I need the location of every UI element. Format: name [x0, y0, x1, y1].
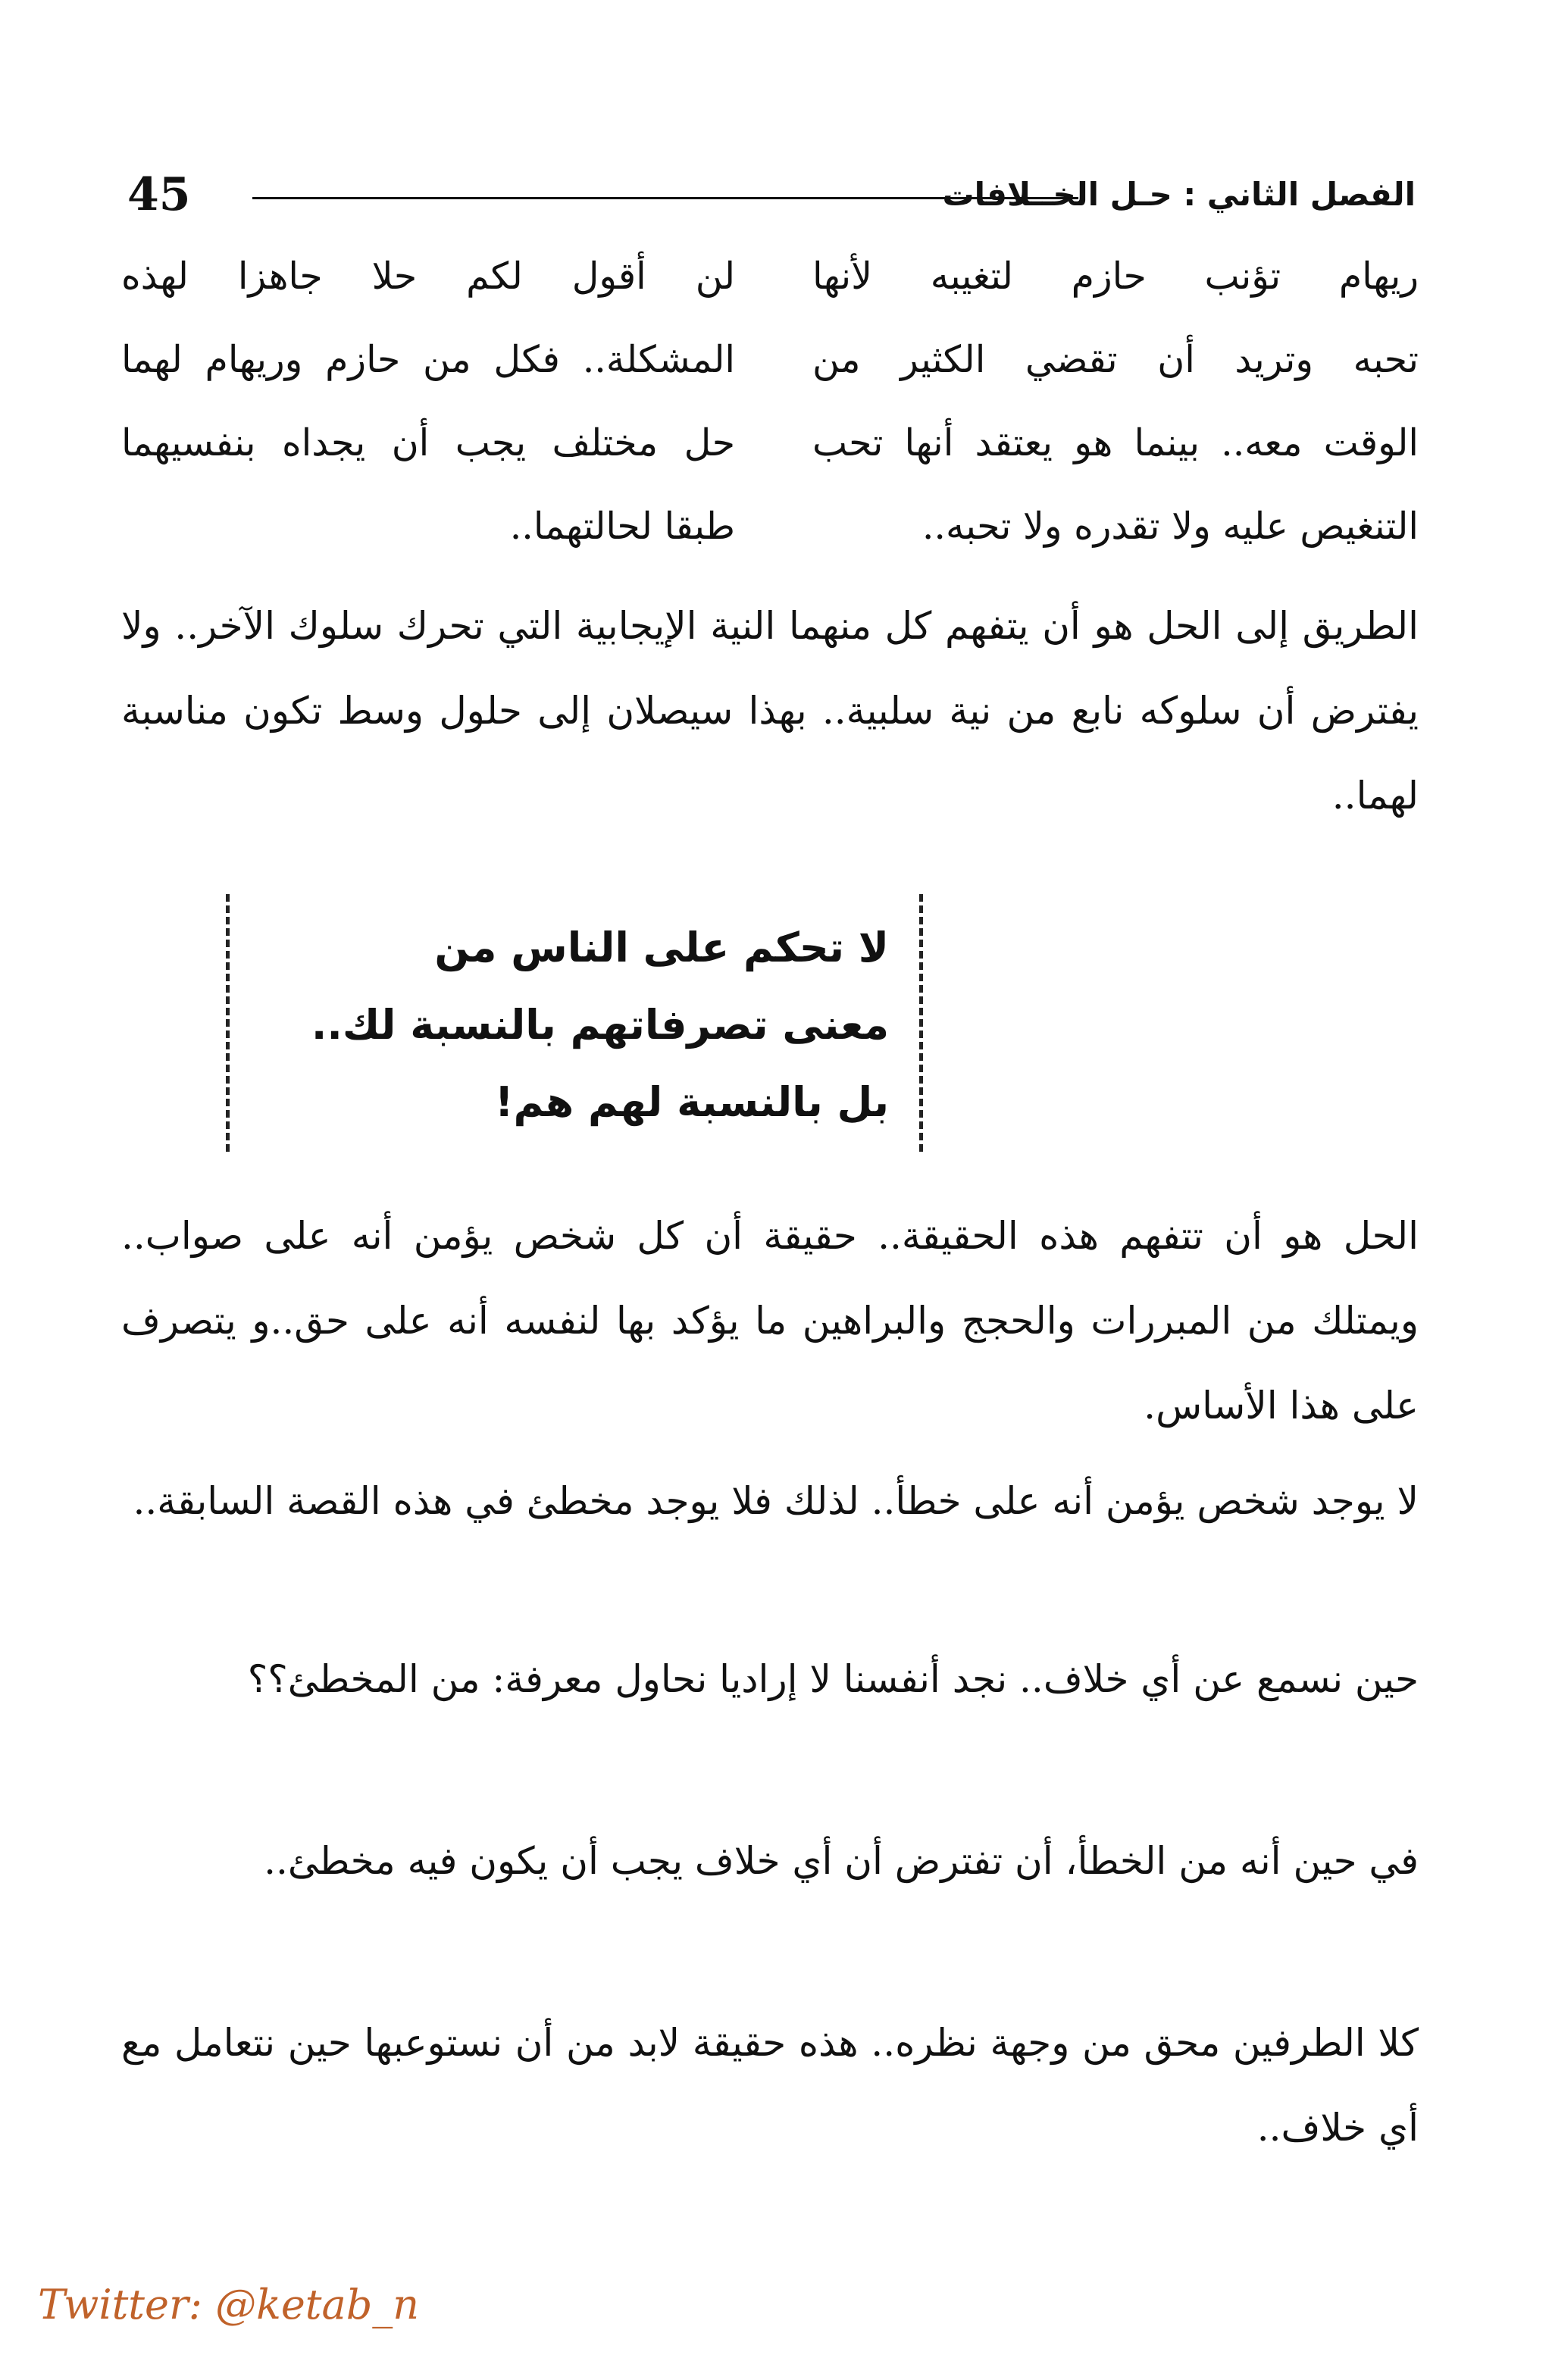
left-column-line: المشكلة.. فكل من حازم وريهام لهما — [121, 338, 735, 381]
right-column-line: التنغيص عليه ولا تقدره ولا تحبه.. — [922, 505, 1419, 548]
twitter-watermark: Twitter: @ketab_n — [38, 2281, 420, 2328]
left-column-line: لن أقول لكم حلا جاهزا لهذه — [121, 255, 735, 298]
left-column-line: طبقا لحالتهما.. — [509, 505, 735, 548]
quote-line: بل بالنسبة لهم هم! — [494, 1078, 889, 1126]
left-column-line: حل مختلف يجب أن يجداه بنفسيهما — [121, 421, 735, 464]
quote-text — [260, 909, 889, 1141]
right-column — [812, 235, 1419, 568]
quote-box — [226, 894, 923, 1152]
right-column-line: تحبه وتريد أن تقضي الكثير من — [812, 338, 1419, 381]
quote-line: لا تحكم على الناس من — [434, 924, 889, 971]
paragraph-3: لا يوجد شخص يؤمن أنه على خطأ.. لذلك فلا يوجد مخطئ في هذه القصة السابقة.. — [133, 1479, 1419, 1523]
quote-line: معنى تصرفاتهم بالنسبة لك.. — [311, 1001, 889, 1049]
right-column-line: الوقت معه.. بينما هو يعتقد أنها تحب — [812, 421, 1419, 464]
left-column — [121, 235, 735, 568]
two-column-block — [121, 235, 1419, 568]
chapter-title: الفصل الثاني : حـل الخــلافات — [942, 176, 1416, 213]
paragraph-5: في حين أنه من الخطأ، أن تفترض أن أي خلاف يجب أن يكون فيه مخطئ.. — [264, 1839, 1419, 1883]
page-number: 45 — [127, 168, 191, 221]
paragraph-1: الطريق إلى الحل هو أن يتفهم كل منهما النية الإيجابية التي تحرك سلوك الآخر.. ولا يفترض أن سلوكه نابع من نية سلبية.. بهذا سيصلان إلى حلول وسط تكون مناسبة لهما.. — [121, 604, 1419, 818]
paragraph-4: حين نسمع عن أي خلاف.. نجد أنفسنا لا إراديا نحاول معرفة: من المخطئ؟؟ — [247, 1657, 1419, 1701]
paragraph-6: كلا الطرفين محق من وجهة نظره.. هذه حقيقة لابد من أن نستوعبها حين نتعامل مع أي خلاف.. — [121, 2021, 1419, 2150]
page-header — [127, 161, 1416, 229]
right-column-line: ريهام تؤنب حازم لتغيبه لأنها — [812, 255, 1419, 298]
paragraph-2: الحل هو أن تتفهم هذه الحقيقة.. حقيقة أن كل شخص يؤمن أنه على صواب.. ويمتلك من المبررات والحجج والبراهين ما يؤكد بها لنفسه أنه على حق..و يتصرف على هذا الأساس. — [121, 1214, 1419, 1428]
